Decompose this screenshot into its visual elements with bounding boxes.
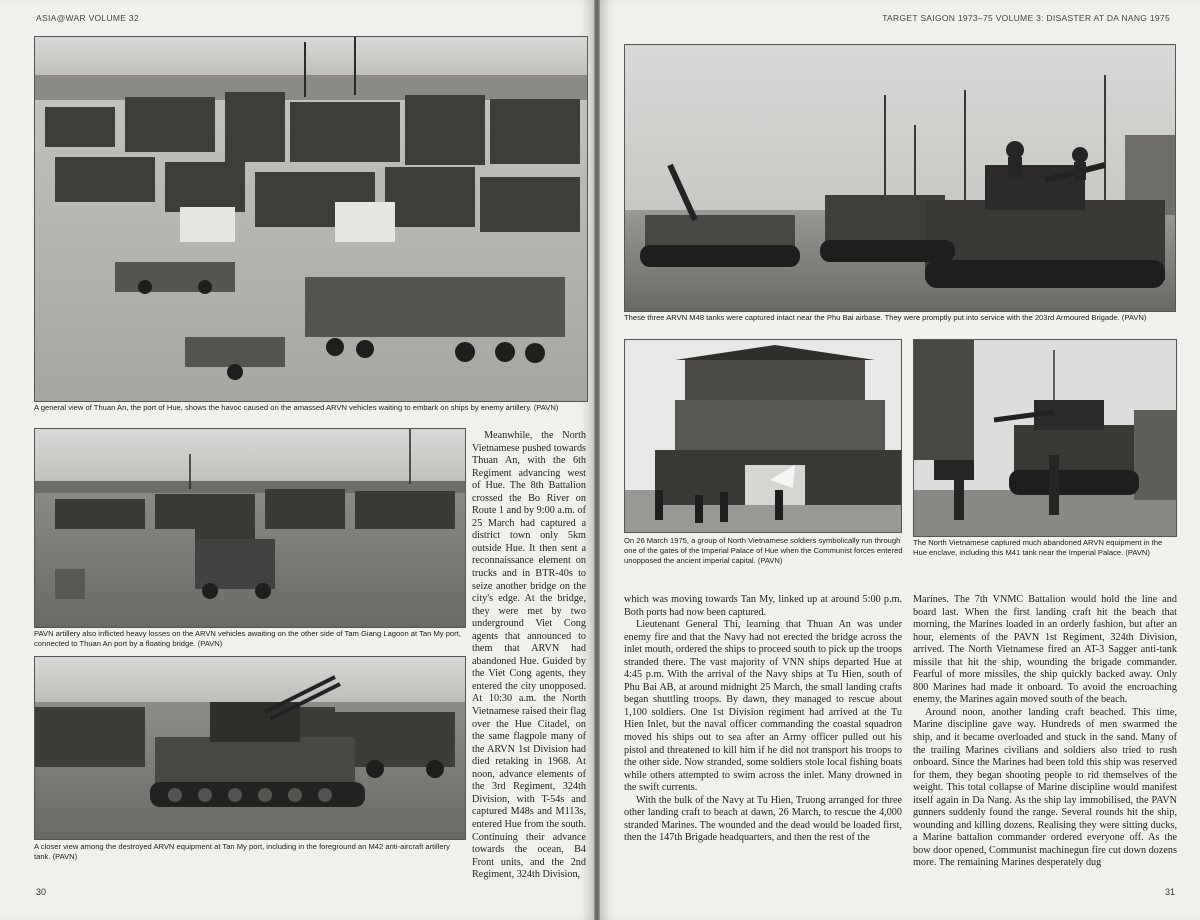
- text-column-2: [913, 594, 1177, 874]
- text-column-1: [624, 594, 902, 874]
- running-header-right: TARGET SAIGON 1973–75 VOLUME 3: DISASTER AT DA NANG 1975: [882, 13, 1170, 23]
- page-number-right: 31: [1165, 887, 1176, 897]
- page-number-left: 30: [36, 887, 47, 897]
- left-page: [0, 0, 594, 920]
- caption-m41-tank: The North Vietnamese captured much abandoned ARVN equipment in the Hue enclave, including this M41 tank near the Imperial Palace. (PAVN): [913, 538, 1163, 557]
- photo-imperial-palace-gate: [624, 339, 902, 533]
- right-page: [600, 0, 1200, 920]
- text-column-narrow: [472, 430, 587, 881]
- photo-tan-my-port: [34, 428, 466, 628]
- paragraph: which was moving towards Tan My, linked up at around 5:00 p.m. Both ports had now been captured.: [624, 594, 902, 618]
- running-header-left: ASIA@WAR VOLUME 32: [36, 13, 139, 23]
- caption-m42-tank: A closer view among the destroyed ARVN equipment at Tan My port, including in the foreground an M42 anti-aircraft artillery tank. (PAVN): [34, 842, 450, 861]
- photo-m41-tank: [913, 339, 1177, 537]
- paragraph: Around noon, another landing craft beached. This time, Marine discipline gave way. Hundreds of men swarmed the ship, and it became overloaded and stuck in the sand. Many of the trailing Marines civilians and soldiers also tried to rush onboard. Since the Marines had been told this ship was reserved for them, they began shooting people to rid themselves of the weight. This total collapse of Marine discipline would manifest itself again in Da Nang. As the ship lay immobilised, the PAVN gunners suddenly found the range. Several rounds hit the ship, wounding and killing dozens. Realising they were sitting ducks, a Marine battalion commander ordered everyone off. As the bow door opened, Communist machinegun fire cut down dozens more. The remaining Marines desperately dug: [913, 706, 1177, 869]
- caption-tan-my-port: PAVN artillery also inflicted heavy losses on the ARVN vehicles awaiting on the other side of Tam Giang Lagoon at Tan My port, connected to Thuan An port by a floating bridge. (PAVN): [34, 629, 461, 648]
- caption-m48-tanks: These three ARVN M48 tanks were captured intact near the Phu Bai airbase. They were promptly put into service with the 203rd Armoured Brigade. (PAVN): [624, 313, 1147, 322]
- paragraph: With the bulk of the Navy at Tu Hien, Truong arranged for three other landing craft to beach at dawn, 26 March, to rescue the 4,000 stranded Marines. The wounded and the dead would be loaded first, then the 147th Brigade headquarters, and then the rest of the: [624, 794, 902, 844]
- paragraph: Marines. The 7th VNMC Battalion would hold the line and board last. When the first landing craft hit the beach that morning, the Marines loaded in an orderly fashion, but after an hour, elements of the PAVN 1st Regiment, 324th Division, arrived. The North Vietnamese fired an AT-3 Sagger anti-tank missile that hit the ship, wounding the brigade commander. Fearful of more missiles, the ship quickly backed away. Only 800 Marines had made it onboard. To avoid the encroaching enemy, the Marines again moved south of the beach.: [913, 594, 1177, 706]
- caption-imperial-palace-gate: On 26 March 1975, a group of North Vietnamese soldiers symbolically run through one of the gates of the Imperial Palace of Hue when the Communist forces entered unopposed the ancient imperial capital. (PAVN): [624, 536, 903, 565]
- photo-thuan-an-wreckage: [34, 36, 588, 402]
- photo-m42-tank: [34, 656, 466, 840]
- caption-thuan-an: A general view of Thuan An, the port of Hue, shows the havoc caused on the amassed ARVN vehicles waiting to embark on ships by enemy artillery. (PAVN): [34, 403, 559, 412]
- paragraph: Meanwhile, the North Vietnamese pushed towards Thuan An, with the 6th Regiment advancing west of Hue. The 8th Battalion crossed the Bo River on Route 1 and by 9:00 a.m. of 25 March had captured a district town only 5km outside Hue. It then sent a reconnaissance element on trucks and in BTR-40s to seize another bridge on the city's edge. At the bridge, they were met by two underground Viet Cong agents that announced to them that ARVN had abandoned Hue. Guided by the Viet Cong agents, they entered the city unopposed. At 10:30 a.m. the North Vietnamese raised their flag over the Hue Citadel, on the same flagpole many of the ARVN 1st Division had died retaking in 1968. At noon, advance elements of the 3rd Regiment, 324th Division, with T-54s and captured M48s and M113s, entered Hue from the south. Continuing their advance towards the ocean, B4 Front units, and the 2nd Regiment, 324th Division,: [472, 430, 587, 881]
- photo-m48-tanks: [624, 44, 1176, 312]
- paragraph: Lieutenant General Thi, learning that Thuan An was under enemy fire and that the Navy had not erected the bridge across the inlet mouth, ordered the ships to proceed south to pick up the troops stranded there. The vast majority of VNN ships departed Hue at 4:45 p.m. With the arrival of the Navy ships at Tu Hien, south of Phu Bai AB, at around midnight 25 March, the small landing crafts began shuttling troops. By dawn, they managed to rescue about 1,100 soldiers. One 1st Division regiment had arrived at the Tu Hien Inlet, but the naval officer commanding the coastal squadron moved his ships out to sea after an Army officer pulled out his pistol and threatened to kill him if he did not transport his troops to the other side. Now stranded, some soldiers stole local fishing boats while others attempted to swim across the inlet. Many drowned in the swift currents.: [624, 619, 902, 794]
